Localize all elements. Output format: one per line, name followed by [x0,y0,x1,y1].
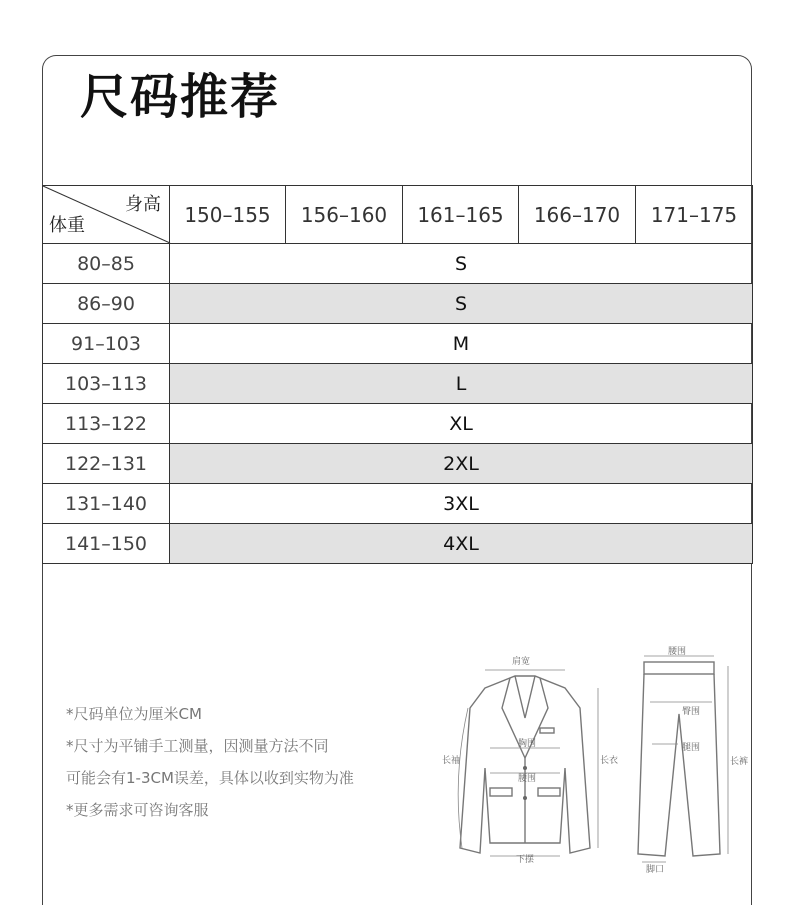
weight-cell: 91–103 [43,324,170,364]
height-column-header: 156–160 [286,186,403,244]
size-cell: XL [170,404,753,444]
hem-label: 下摆 [516,855,535,865]
note-line: *更多需求可咨询客服 [66,801,209,819]
size-cell: 2XL [170,444,753,484]
weight-cell: 122–131 [43,444,170,484]
table-row [43,524,753,564]
size-cell: L [170,364,753,404]
table-row [43,404,753,444]
thigh-label: 腿围 [682,743,701,753]
leg-opening-label: 脚口 [646,865,665,875]
height-label: 身高 [125,194,161,215]
height-column-header: 166–170 [519,186,636,244]
table-header-row [43,186,753,244]
page-title: 尺码推荐 [80,69,281,125]
table-row [43,444,753,484]
height-column-header: 171–175 [636,186,753,244]
weight-cell: 80–85 [43,244,170,284]
weight-cell: 131–140 [43,484,170,524]
size-cell: 4XL [170,524,753,564]
pants-length-label: 长裤 [730,757,749,767]
weight-cell: 103–113 [43,364,170,404]
weight-cell: 86–90 [43,284,170,324]
weight-cell: 141–150 [43,524,170,564]
length-label: 长衣 [600,756,619,766]
corner-cell [43,186,170,244]
size-cell: 3XL [170,484,753,524]
table-row [43,484,753,524]
note-line: *尺码单位为厘米CM [66,705,202,723]
note-line: *尺寸为平铺手工测量，因测量方法不同 [66,737,329,755]
pants-diagram [630,644,749,875]
size-cell: S [170,244,753,284]
size-notes [66,698,354,826]
waist-label: 腰围 [518,774,537,784]
pants-waist-label: 腰围 [668,647,687,657]
height-column-header: 161–165 [403,186,519,244]
weight-label: 体重 [49,215,85,236]
table-row [43,364,753,404]
table-row [43,244,753,284]
size-cell: M [170,324,753,364]
chest-label: 胸围 [518,739,537,749]
jacket-diagram [440,648,619,868]
size-table [42,185,752,564]
table-row [43,284,753,324]
size-cell: S [170,284,753,324]
weight-cell: 113–122 [43,404,170,444]
hip-label: 臀围 [682,707,701,717]
note-line: 可能会有1-3CM误差，具体以收到实物为准 [66,769,354,787]
sleeve-label: 长袖 [442,756,461,766]
height-column-header: 150–155 [170,186,286,244]
table-row [43,324,753,364]
shoulder-label: 肩宽 [512,657,531,667]
